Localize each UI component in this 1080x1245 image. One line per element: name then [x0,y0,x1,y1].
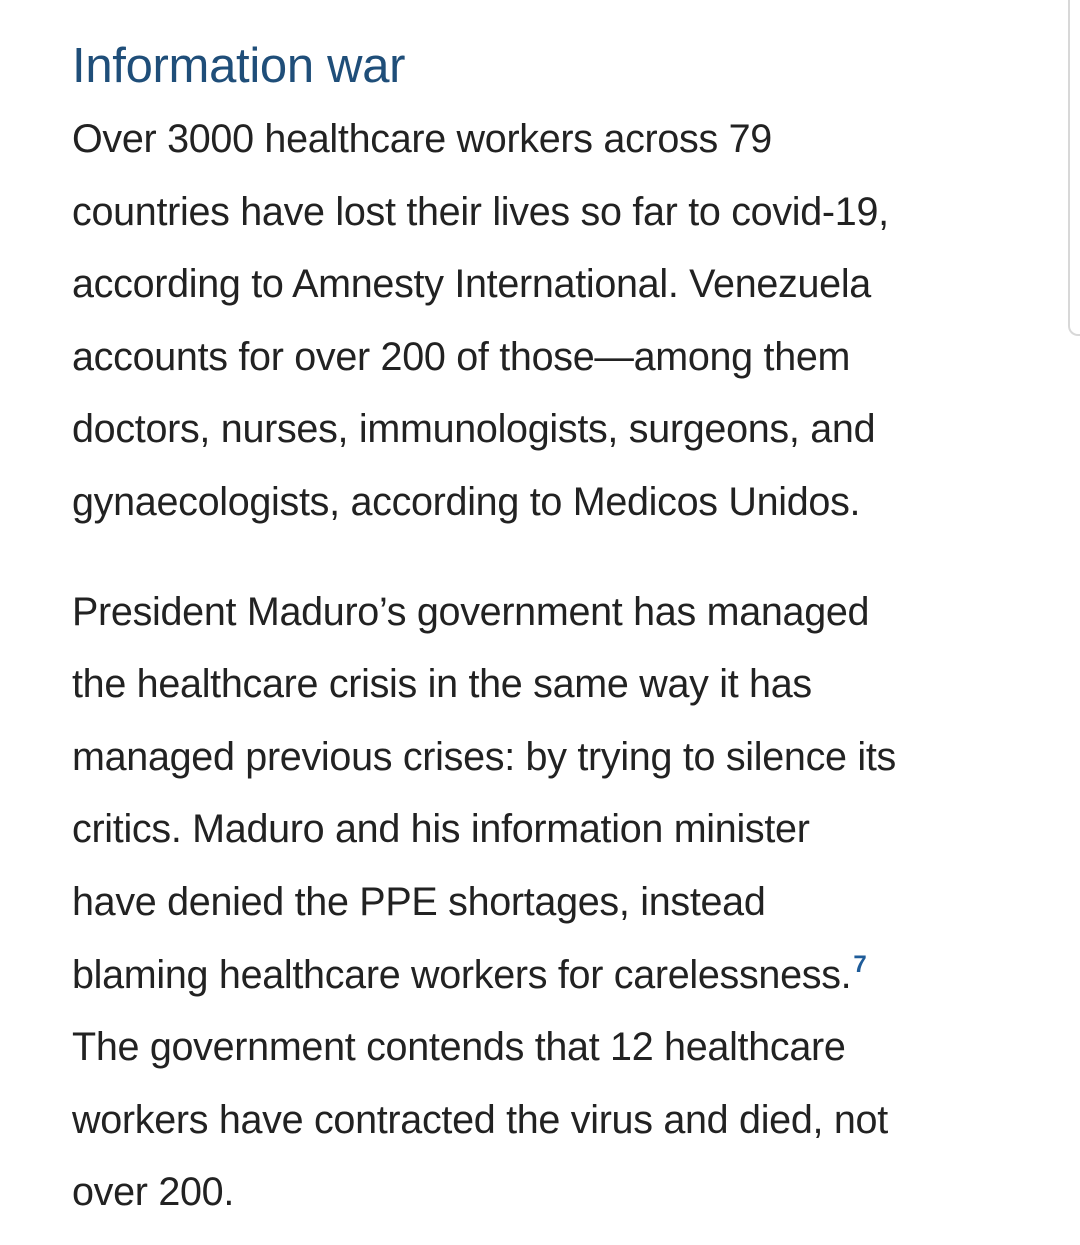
paragraph-2-line: workers have contracted the virus and died, not [72,1097,888,1142]
paragraph-2-line: managed previous crises: by trying to silence its [72,734,896,779]
scrollbar-edge[interactable] [1068,0,1080,336]
paragraph-2-line: have denied the PPE shortages, instead [72,879,766,924]
reference-link-7[interactable]: 7 [853,950,867,978]
paragraph-2-line: over 200. [72,1170,234,1215]
section-heading: Information war [72,39,406,93]
paragraph-2-line [72,939,1032,1012]
paragraph-2-line: the healthcare crisis in the same way it has [72,662,812,707]
paragraph-1-line: doctors, nurses, immunologists, surgeons, and [72,407,876,452]
paragraph-2-line: critics. Maduro and his information minister [72,807,810,852]
paragraph-1-line: Over 3000 healthcare workers across 79 [72,117,772,161]
paragraph-2-line: The government contends that 12 healthcare [72,1025,846,1070]
paragraph-1-line: gynaecologists, according to Medicos Unidos. [72,479,861,524]
paragraph-1-line: countries have lost their lives so far to covid-19, [72,189,889,234]
paragraph-2-line-text: blaming healthcare workers for carelessness. [72,952,852,997]
paragraph-1 [72,103,1032,539]
paragraph-2 [72,576,1032,1229]
article-section [72,30,1032,1229]
paragraph-1-line: accounts for over 200 of those—among them [72,334,851,379]
paragraph-1-line: according to Amnesty International. Venezuela [72,262,871,307]
paragraph-2-line: President Maduro’s government has managed [72,589,870,634]
